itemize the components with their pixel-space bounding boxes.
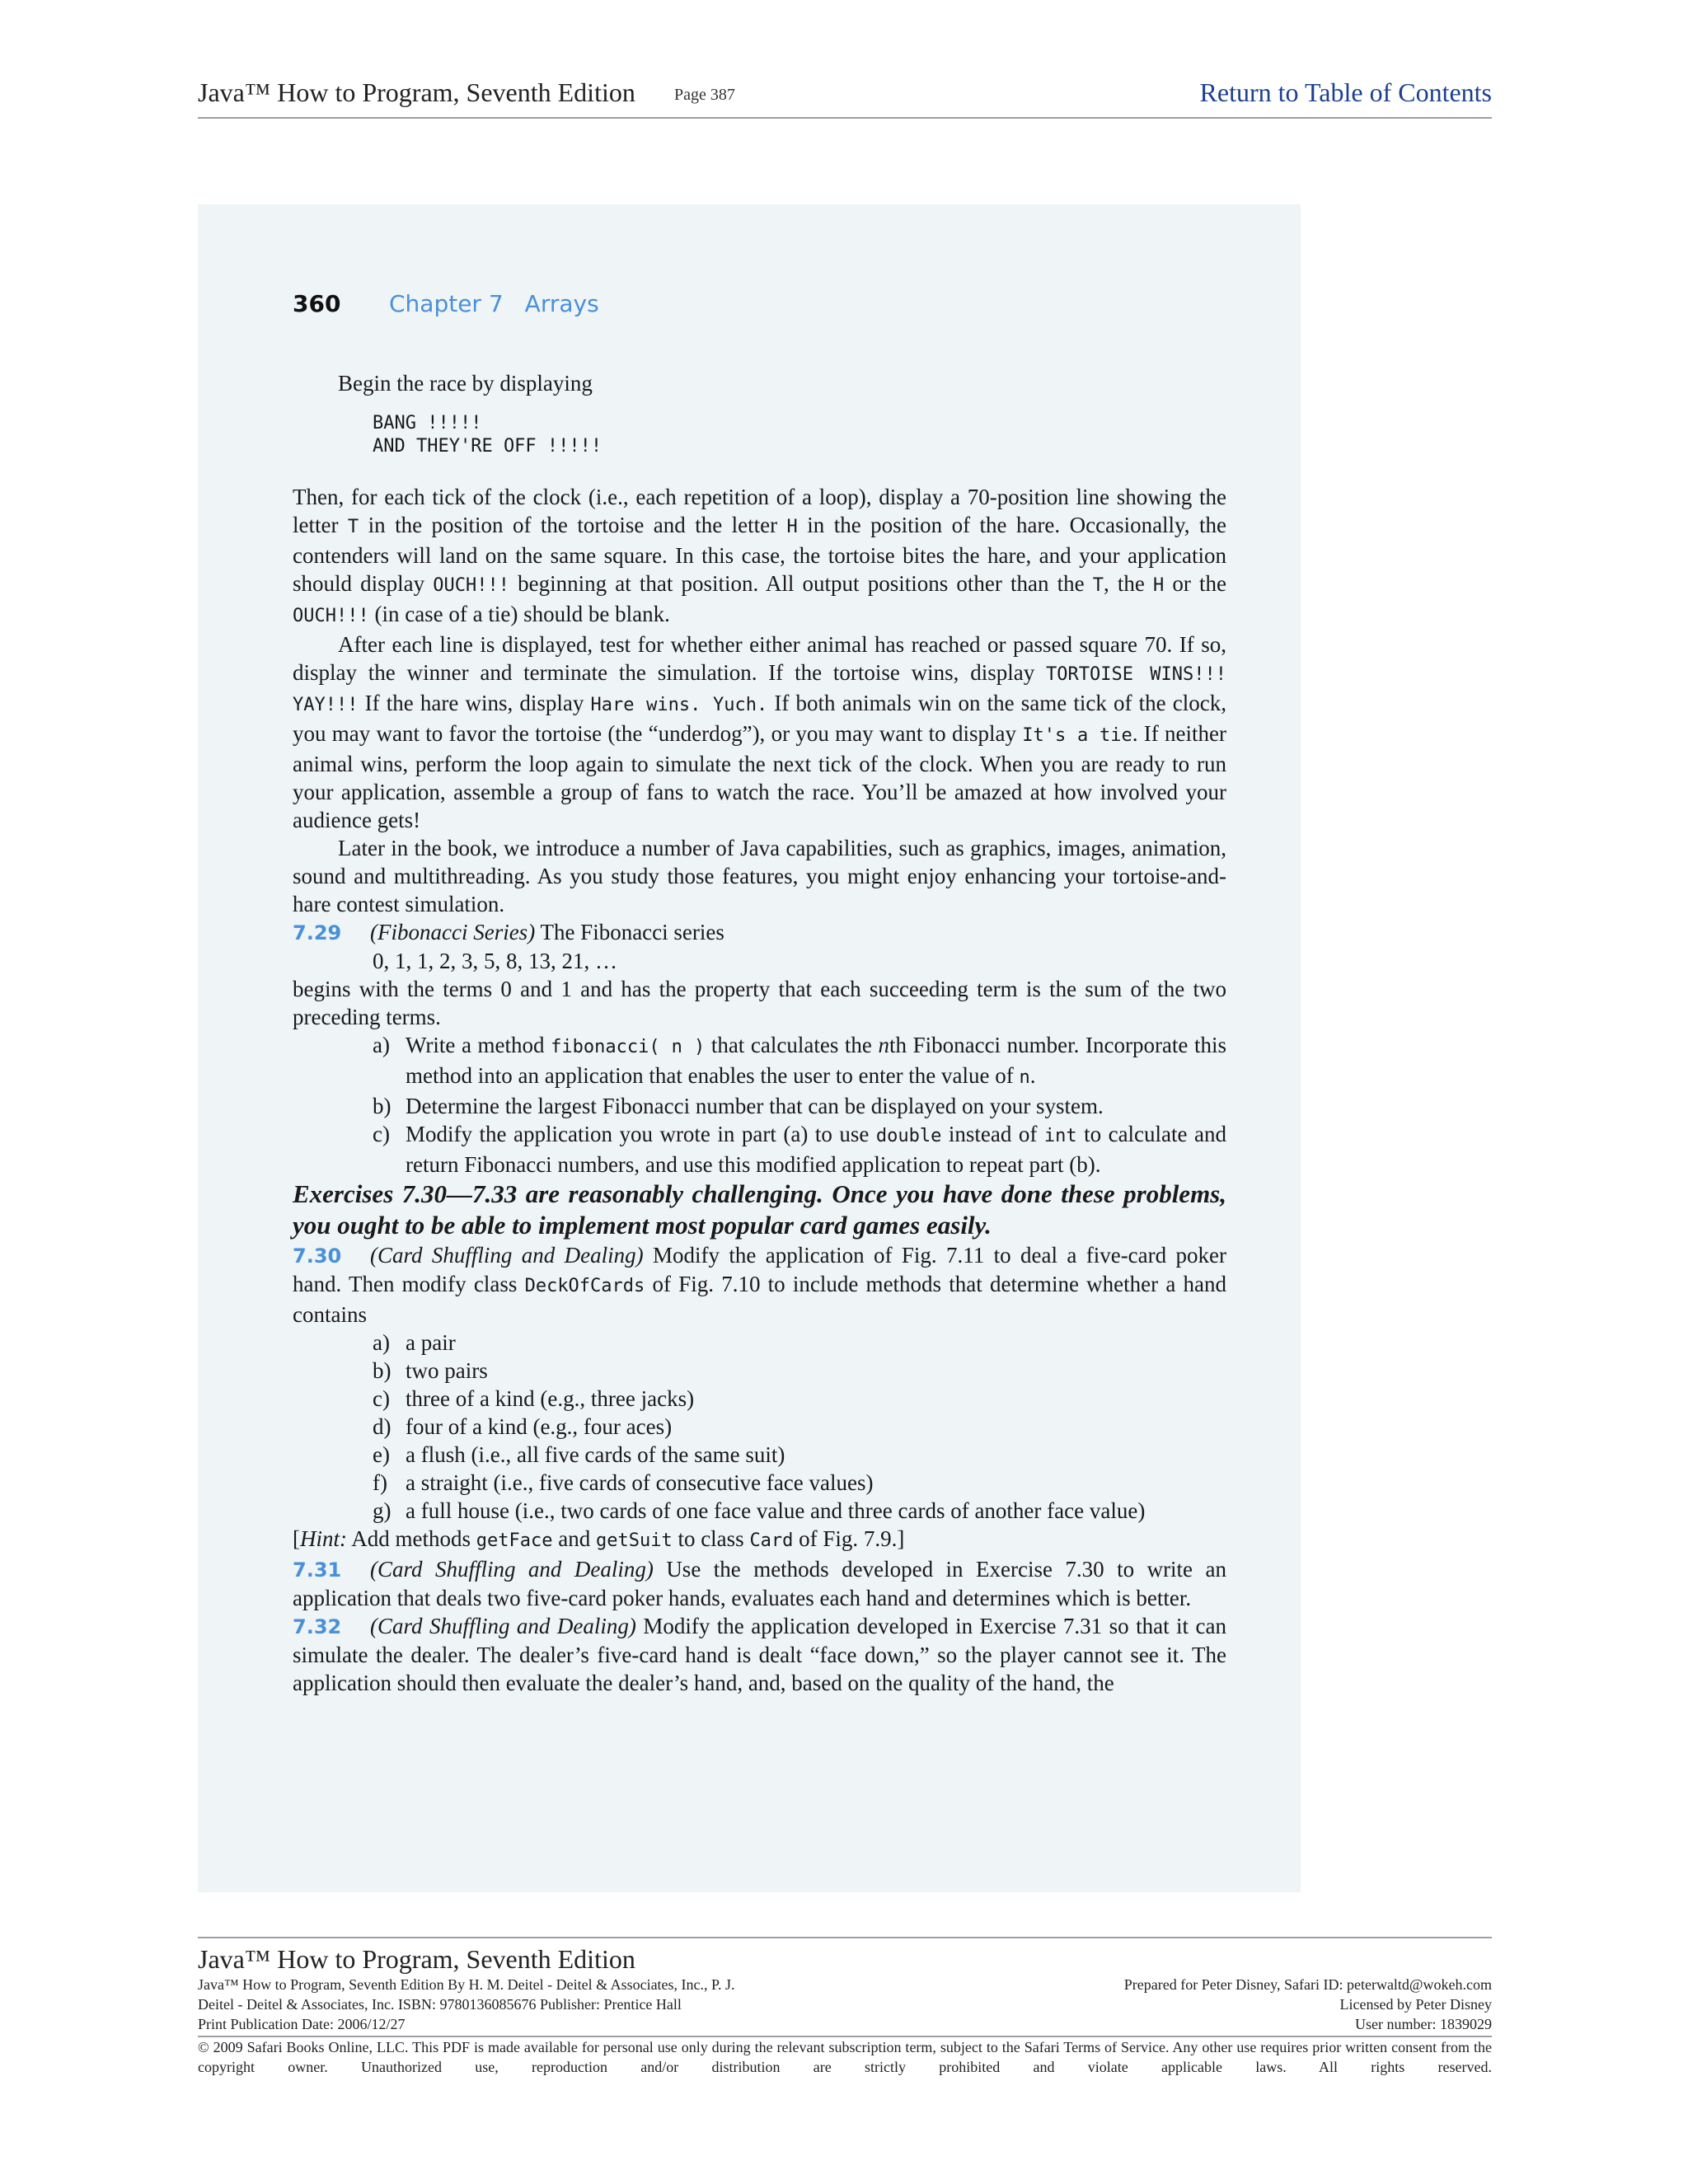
list-item: f) a straight (i.e., five cards of consecutive face values)	[373, 1470, 874, 1495]
paragraph: Later in the book, we introduce a number of Java capabilities, such as graphics, images, animation, sound and multithreading. As you study those features, you might enjoy enhancing your tortoise-and-hare contest simulation.	[293, 836, 1226, 916]
page-label: Page 387	[674, 86, 735, 104]
footer-title: Java™ How to Program, Seventh Edition	[198, 1944, 635, 1974]
chapter-heading	[389, 290, 599, 317]
book-page	[198, 204, 1301, 1892]
exercise-number: 7.30	[293, 1244, 342, 1268]
code-sample	[293, 412, 1226, 458]
table-of-contents-link[interactable]: Return to Table of Contents	[1199, 77, 1492, 107]
footer	[198, 1937, 1492, 2077]
book-title: Java™ How to Program, Seventh Edition	[198, 77, 635, 107]
exercise-number: 7.29	[293, 921, 342, 944]
exercise-parts	[293, 1031, 1226, 1179]
list-item: b) Determine the largest Fibonacci number that can be displayed on your system.	[373, 1094, 1104, 1118]
list-item: c) Modify the application you wrote in part (a) to use double instead of int to calculate and return Fibonacci numbers, and use this modified application to repeat part (b).	[373, 1122, 1226, 1177]
exercise-7-32: 7.32 (Card Shuffling and Dealing) Modify the application developed in Exercise 7.31 so that it can simulate the dealer. The dealer’s five-card hand is dealt “face down,” so the player cannot see it. The application should then evaluate the dealer’s hand, and, based on the quality of the hand, the	[293, 1614, 1226, 1695]
footer-row: Java™ How to Program, Seventh Edition By H. M. Deitel - Deitel & Associates, Inc., P. J. Prepared for Peter Disney, Safari ID: peterwaltd@wokeh.com	[198, 1976, 1492, 1993]
footer-row: Print Publication Date: 2006/12/27 User number: 1839029	[198, 2016, 1492, 2032]
challenge-note: Exercises 7.30—7.33 are reasonably challenging. Once you have done these problems, you ought to be able to implement most popular card games easily.	[293, 1179, 1226, 1240]
chapter-label: Chapter 7	[389, 290, 504, 317]
code-line: BANG !!!!!	[373, 413, 482, 434]
paragraph: Then, for each tick of the clock (i.e., each repetition of a loop), display a 70-position line showing the letter T in the position of the tortoise and the letter H in the position of the hare. Occasionally, the contenders will land on the same square. In this case, the tortoise bites the hare, and your application should display OUCH!!! beginning at that position. All output positions other than the T, the H or the OUCH!!! (in case of a tie) should be blank.	[293, 485, 1226, 626]
top-header	[198, 77, 1492, 119]
list-item: d) four of a kind (e.g., four aces)	[373, 1414, 673, 1439]
exercise-7-29: 7.29 (Fibonacci Series) The Fibonacci series	[293, 918, 1226, 947]
list-item: a) a pair	[373, 1330, 456, 1355]
list-item: e) a flush (i.e., all five cards of the same suit)	[373, 1442, 785, 1467]
race-intro: Begin the race by displaying	[338, 371, 593, 396]
list-item: g) a full house (i.e., two cards of one face value and three cards of another face value)	[373, 1498, 1146, 1523]
footer-row: Deitel - Deitel & Associates, Inc. ISBN: 9780136085676 Publisher: Prentice Hall Licensed by Peter Disney	[198, 1996, 1492, 2013]
hint: [Hint: Add methods getFace and getSuit to class Card of Fig. 7.9.]	[293, 1526, 905, 1551]
list-item: c) three of a kind (e.g., three jacks)	[373, 1386, 695, 1411]
exercise-number: 7.31	[293, 1558, 342, 1582]
code-line: AND THEY'RE OFF !!!!!	[373, 436, 603, 457]
paragraph: After each line is displayed, test for whether either animal has reached or passed square 70. If so, display the winner and terminate the simulation. If the tortoise wins, display TORTOISE WINS!!! YAY!!! If the hare wins, display Hare wins. Yuch. If both animals win on the same tick of the clock, you may want to favor the tortoise (the “underdog”), or you may want to display It's a tie. If neither animal wins, perform the loop again to simulate the next tick of the clock. When you are ready to run your application, assemble a group of fans to watch the race. You’ll be amazed at how involved your audience gets!	[293, 632, 1227, 832]
list-item: b) two pairs	[373, 1358, 488, 1383]
list-item: a) Write a method fibonacci( n ) that calculates the nth Fibonacci number. Incorporate this method into an application that enables the user to enter the value of n.	[373, 1033, 1226, 1088]
exercise-parts	[293, 1329, 1226, 1525]
page-body	[293, 369, 1226, 1697]
exercise-7-31: 7.31 (Card Shuffling and Dealing) Use the methods developed in Exercise 7.30 to write an application that deals two five-card poker hands, evaluates each hand and determines which is better.	[293, 1557, 1226, 1610]
exercise-7-30: 7.30 (Card Shuffling and Dealing) Modify the application of Fig. 7.11 to deal a five-card poker hand. Then modify class DeckOfCards of Fig. 7.10 to include methods that determine whether a hand contains	[293, 1243, 1227, 1327]
exercise-number: 7.32	[293, 1615, 342, 1638]
chapter-title: Arrays	[524, 290, 599, 317]
paragraph: begins with the terms 0 and 1 and has the property that each succeeding term is the sum of the two preceding terms.	[293, 977, 1226, 1029]
fibonacci-series: 0, 1, 1, 2, 3, 5, 8, 13, 21, …	[373, 949, 617, 973]
book-page-number: 360	[293, 290, 341, 317]
copyright-notice: © 2009 Safari Books Online, LLC. This PDF is made available for personal use only during the relevant subscription term, subject to the Safari Terms of Service. Any other use requires prior written consent from the copyright owner. Unauthorized use, reproduction and/or distribution are strictly prohibited and violate applicable laws. All rights reserved.	[198, 2039, 1492, 2075]
